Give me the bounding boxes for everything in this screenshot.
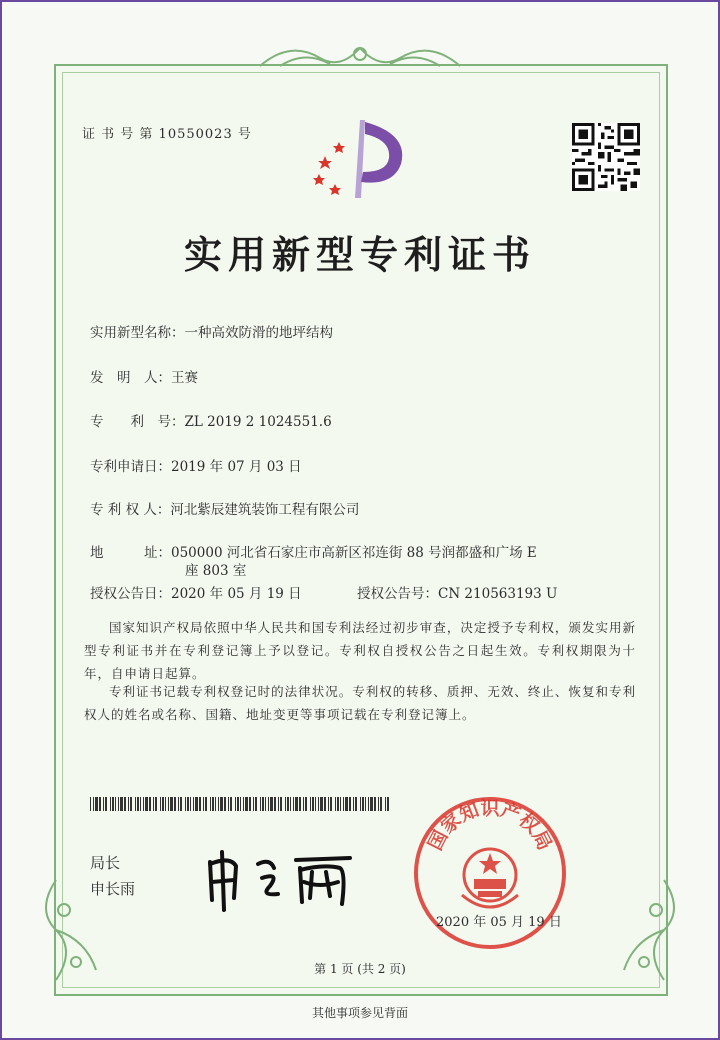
field-patent-number-label: 专 利 号：: [90, 414, 185, 430]
field-name-value: 一种高效防滑的地坪结构: [184, 325, 333, 341]
field-filing-date-label: 专利申请日：: [90, 459, 171, 475]
field-address-value-line1: 050000 河北省石家庄市高新区祁连街 88 号润都盛和广场 E: [171, 545, 537, 561]
body-paragraph-2: 专利证书记载专利权登记时的法律状况。专利权的转移、质押、无效、终止、恢复和专利权人的姓名或名称、国籍、地址变更等事项记载在专利登记簿上。: [84, 684, 636, 722]
body-paragraph-1: 国家知识产权局依照中华人民共和国专利法经过初步审查，决定授予专利权，颁发实用新型专利证书并在专利登记簿上予以登记。专利权自授权公告之日起生效。专利权期限为十年，自申请日起算。: [84, 620, 636, 681]
certificate-number-label: 证 书 号 第: [82, 127, 154, 142]
certificate-frame: [54, 64, 668, 996]
field-patent-number-value: ZL 2019 2 1024551.6: [184, 414, 332, 430]
field-grant-date: [90, 582, 302, 602]
certificate-inner-border: [62, 72, 660, 988]
certificate-number-value: 10550023: [158, 127, 233, 142]
field-filing-date: [90, 455, 302, 475]
field-grant-number-label: 授权公告号：: [357, 586, 438, 602]
top-ornament-icon: [250, 40, 470, 74]
field-grant-number-value: CN 210563193 U: [438, 586, 558, 602]
field-inventor: [90, 366, 198, 386]
field-grant-number: [357, 582, 557, 602]
certificate-number: [82, 123, 252, 142]
seal-text: 国家知识产权局: [424, 797, 556, 854]
field-patent-number: [90, 410, 332, 430]
qr-code-icon: [572, 123, 640, 191]
field-name: [90, 321, 333, 341]
field-patentee-value: 河北紫辰建筑装饰工程有限公司: [170, 502, 360, 518]
field-address-line2: [185, 559, 246, 579]
field-inventor-label: 发 明 人：: [90, 370, 171, 386]
svg-text:国家知识产权局: [424, 797, 556, 854]
certificate-title: 实用新型专利证书: [183, 232, 536, 277]
field-inventor-value: 王赛: [171, 370, 198, 386]
cnipa-logo-icon: [305, 112, 415, 202]
field-grant-date-value: 2020 年 05 月 19 日: [171, 586, 302, 602]
director-title: 局长: [90, 854, 121, 872]
barcode-icon: [90, 797, 390, 811]
field-grant-date-label: 授权公告日：: [90, 586, 171, 602]
field-patentee: [90, 498, 359, 518]
certificate-number-suffix: 号: [237, 127, 252, 142]
field-address: [90, 541, 537, 561]
footer-note: 其他事项参见背面: [311, 1006, 408, 1020]
field-patentee-label: 专 利 权 人：: [90, 502, 171, 518]
page-number: 第 1 页 (共 2 页): [314, 962, 406, 976]
handwritten-signature-icon: [200, 842, 360, 912]
field-address-label: 地 址：: [90, 545, 171, 561]
director-name: 申长雨: [90, 880, 136, 898]
field-name-label: 实用新型名称：: [90, 325, 185, 341]
field-filing-date-value: 2019 年 07 月 03 日: [171, 459, 302, 475]
field-address-value-line2: 座 803 室: [185, 563, 247, 579]
seal-date: 2020 年 05 月 19 日: [436, 915, 562, 930]
